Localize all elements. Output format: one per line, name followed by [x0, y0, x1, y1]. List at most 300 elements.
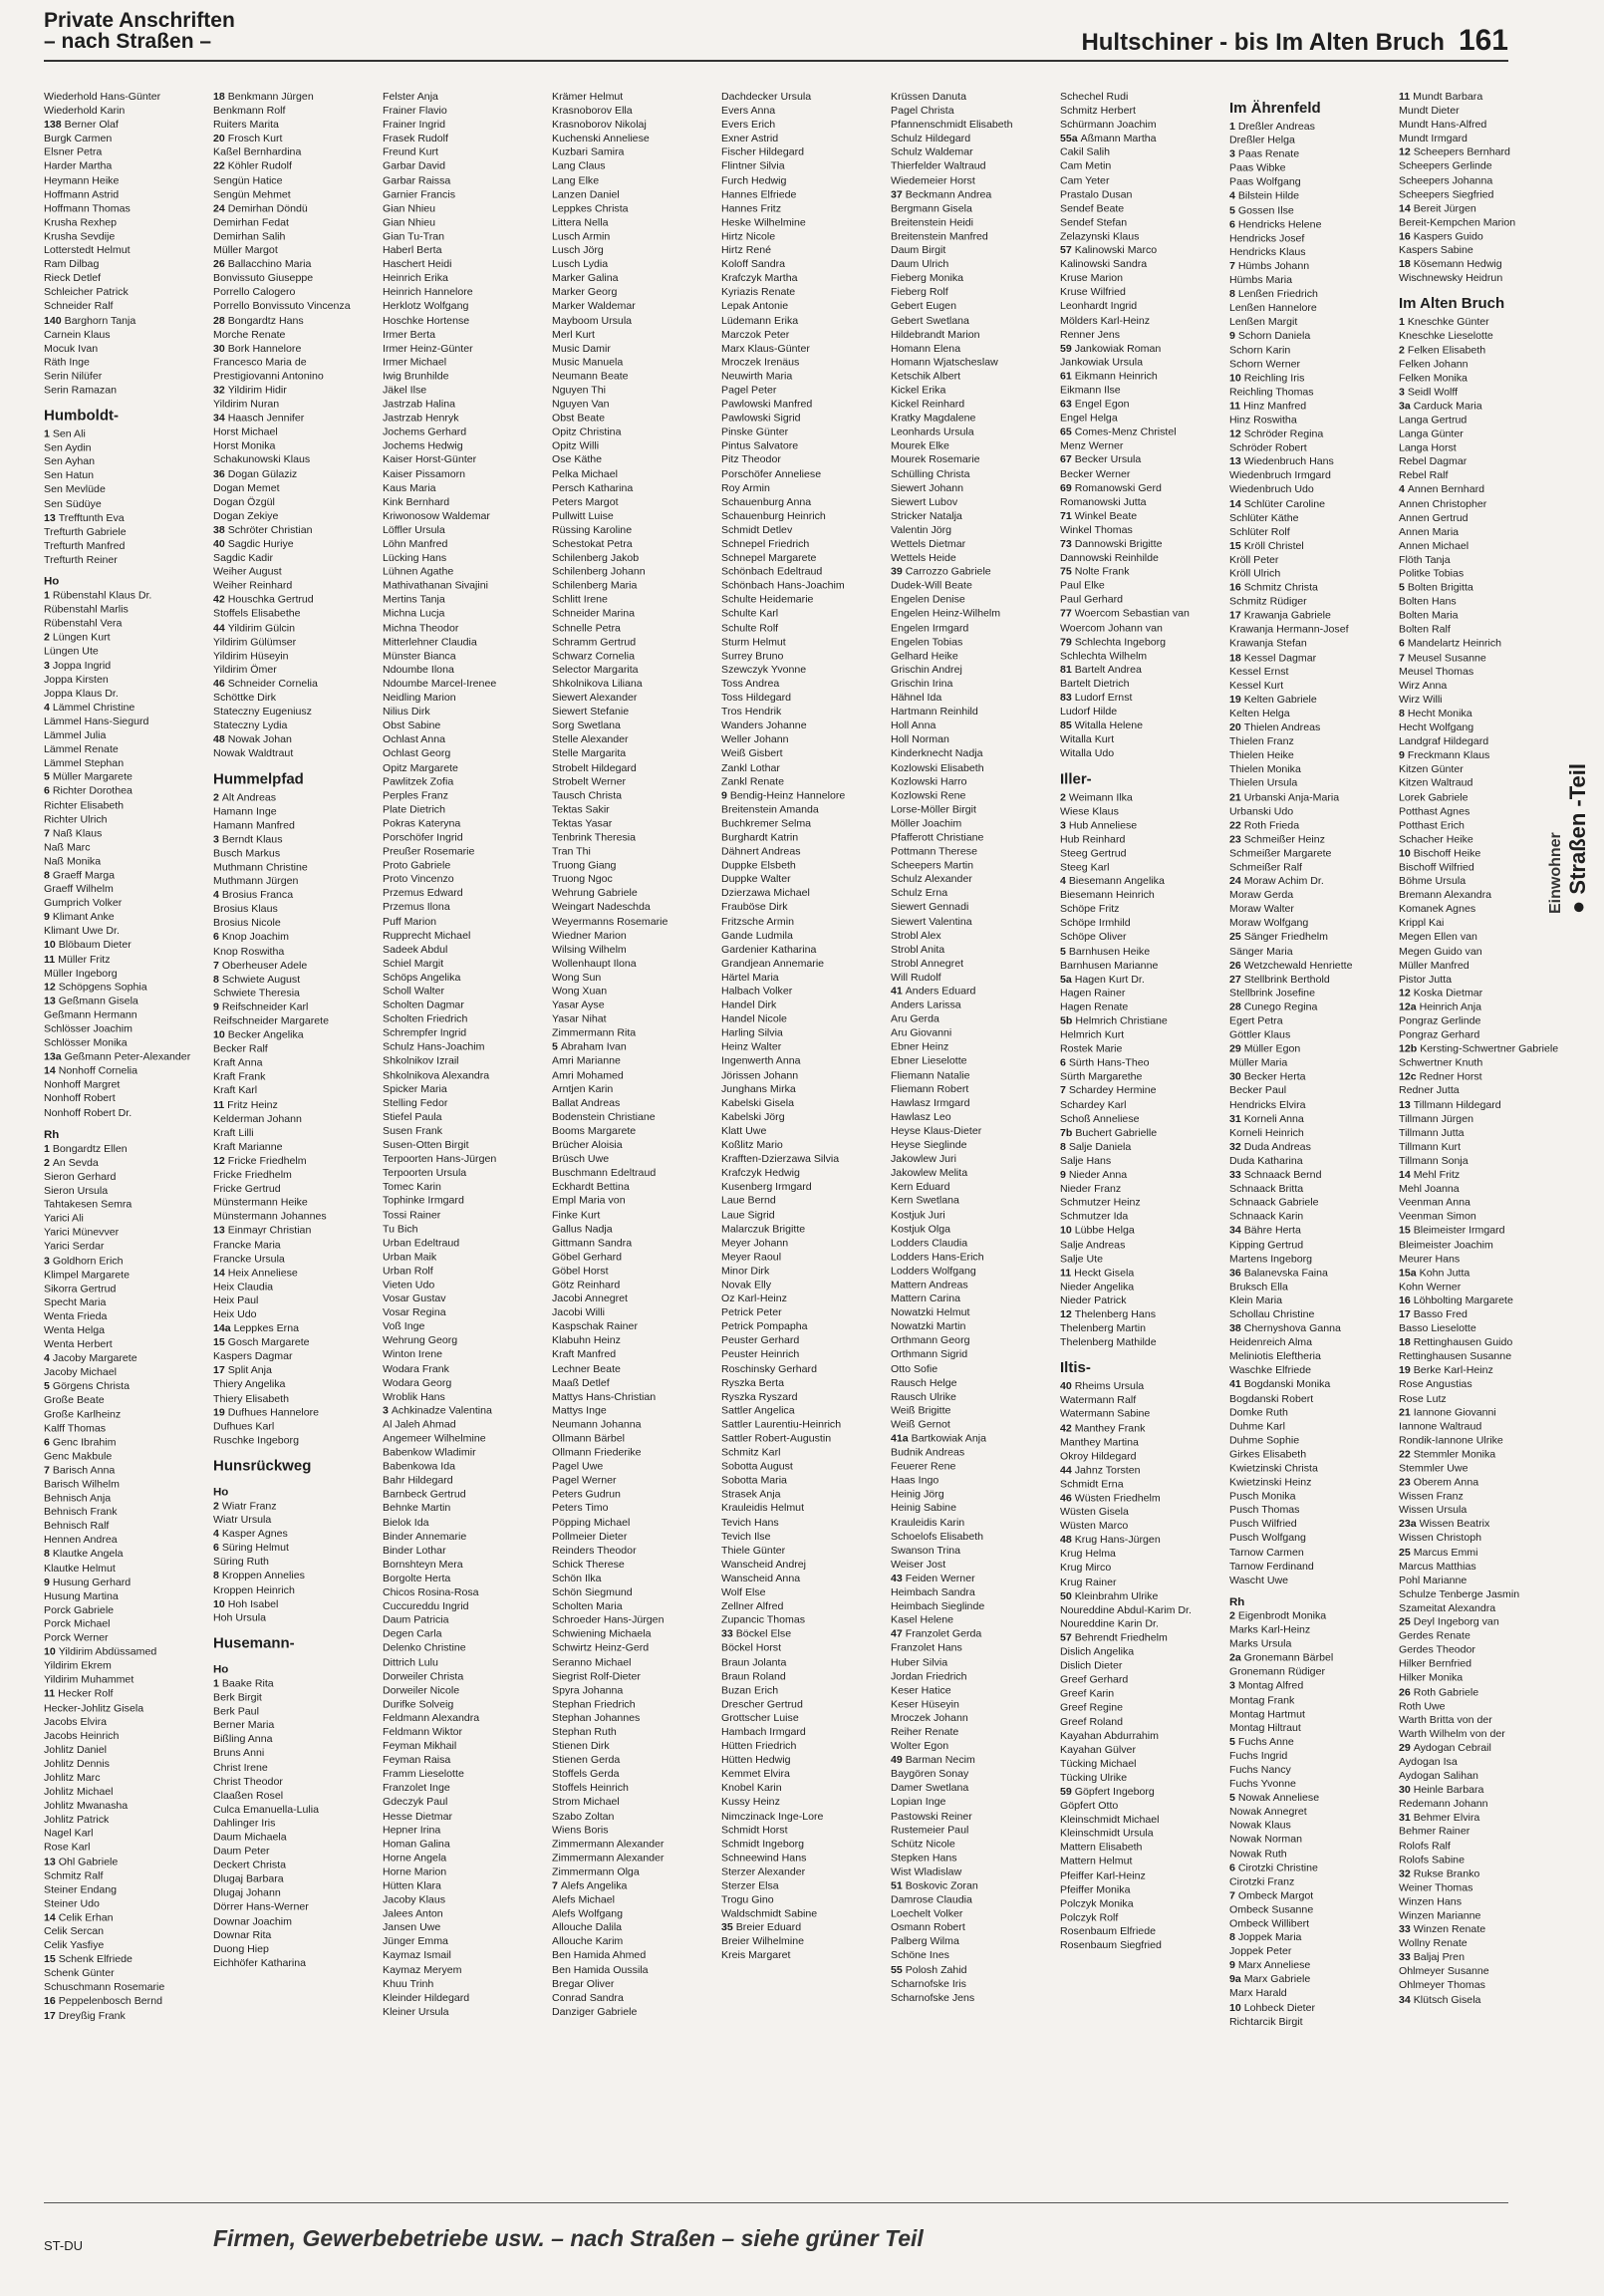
- resident-entry: [721, 159, 887, 173]
- resident-name: Husung Gerhard: [52, 1576, 132, 1588]
- resident-entry: [891, 760, 1056, 774]
- resident-entry: [1060, 1561, 1225, 1575]
- resident-name: Dogan Zekiye: [213, 509, 279, 522]
- resident-name: Split Anja: [227, 1364, 272, 1377]
- resident-name: Kreis Margaret: [721, 1949, 791, 1962]
- resident-entry: [721, 957, 887, 971]
- district-heading: Ho: [44, 575, 60, 588]
- resident-entry: [383, 1278, 548, 1292]
- resident-entry: [552, 1222, 717, 1236]
- resident-entry: [44, 1198, 209, 1212]
- resident-name: Horst Michael: [213, 426, 278, 438]
- resident-name: Schmeißer Margarete: [1229, 847, 1332, 860]
- resident-name: Hirtz René: [721, 244, 772, 257]
- resident-entry: [1229, 1791, 1395, 1805]
- resident-entry: [383, 607, 548, 621]
- resident-name: Ketschik Albert: [891, 370, 961, 383]
- resident-entry: [721, 985, 887, 999]
- resident-name: Brosius Klaus: [213, 903, 278, 916]
- resident-name: Hecker Rolf: [58, 1687, 114, 1700]
- resident-name: Stricker Natalja: [891, 509, 962, 522]
- house-number: 85: [1060, 719, 1075, 732]
- resident-entry: [891, 1530, 1056, 1544]
- resident-entry: [891, 732, 1056, 746]
- house-number: 5b: [1060, 1014, 1076, 1027]
- resident-name: Barnhusen Heike: [1068, 945, 1151, 958]
- resident-entry: [1229, 1028, 1395, 1042]
- resident-name: Jansen Uwe: [383, 1921, 441, 1934]
- resident-name: Stellbrink Josefine: [1229, 987, 1315, 1000]
- resident-entry: [1229, 1154, 1395, 1168]
- resident-entry: [891, 718, 1056, 732]
- resident-entry: [383, 1418, 548, 1432]
- resident-entry: [552, 663, 717, 677]
- resident-entry: [891, 1599, 1056, 1613]
- resident-entry: [1229, 1518, 1395, 1532]
- resident-name: Brücher Aloisia: [552, 1139, 623, 1151]
- resident-entry: [1229, 846, 1395, 860]
- resident-name: Schoelofs Elisabeth: [891, 1530, 984, 1543]
- resident-name: Richtarcik Birgit: [1229, 2015, 1303, 2028]
- resident-entry: [1060, 973, 1225, 987]
- resident-name: Ochlast Georg: [383, 747, 451, 760]
- resident-name: Löhbolting Margarete: [1413, 1294, 1513, 1307]
- resident-entry: [213, 90, 379, 104]
- resident-name: Hinz Manfred: [1243, 400, 1307, 413]
- resident-name: Sen Ali: [52, 428, 86, 440]
- resident-name: Pusch Monika: [1229, 1490, 1296, 1503]
- resident-entry: [891, 1418, 1056, 1432]
- resident-entry: [1060, 1056, 1225, 1070]
- resident-entry: [383, 1753, 548, 1767]
- resident-entry: [552, 426, 717, 439]
- resident-name: Kröll Peter: [1229, 553, 1279, 566]
- resident-entry: [383, 971, 548, 985]
- resident-name: Thierfelder Waltraud: [891, 160, 986, 173]
- resident-name: Moraw Wolfgang: [1229, 917, 1309, 930]
- resident-name: Bornshteyn Mera: [383, 1558, 463, 1571]
- resident-entry: [383, 663, 548, 677]
- resident-name: Kaßel Bernhardina: [213, 146, 302, 159]
- resident-entry: [1060, 243, 1225, 257]
- resident-name: Annen Maria: [1399, 525, 1460, 538]
- house-number: 8: [44, 1548, 53, 1561]
- resident-name: Jakowlew Juri: [891, 1153, 956, 1166]
- house-number: 49: [891, 1754, 906, 1767]
- resident-name: Gumprich Volker: [44, 897, 123, 910]
- resident-entry: [552, 285, 717, 299]
- resident-entry: [552, 173, 717, 187]
- resident-entry: [552, 593, 717, 607]
- resident-name: Gebert Eugen: [891, 300, 956, 313]
- resident-name: Strom Michael: [552, 1796, 620, 1809]
- resident-entry: [1399, 1126, 1564, 1140]
- resident-name: Wissen Franz: [1399, 1490, 1464, 1503]
- resident-entry: [1229, 1651, 1395, 1665]
- resident-name: Gronemann Rüdiger: [1229, 1665, 1325, 1678]
- resident-entry: [552, 915, 717, 929]
- resident-entry: [1399, 1532, 1564, 1546]
- resident-name: Schulte Heidemarie: [721, 593, 814, 606]
- resident-entry: [721, 1264, 887, 1278]
- resident-entry: [1399, 385, 1564, 399]
- house-number: 11: [44, 1687, 59, 1700]
- house-number: 6: [44, 785, 53, 798]
- resident-entry: [721, 1753, 887, 1767]
- resident-name: Schnepel Friedrich: [721, 537, 810, 550]
- house-number: 36: [213, 467, 228, 480]
- resident-entry: [1060, 1196, 1225, 1210]
- resident-name: Ludorf Hilde: [1060, 706, 1118, 718]
- resident-name: Trogu Gino: [721, 1893, 774, 1906]
- resident-entry: [1229, 734, 1395, 748]
- resident-name: Schulz Erna: [891, 887, 948, 900]
- resident-name: Durifke Solveig: [383, 1698, 454, 1711]
- resident-name: Weimann Ilka: [1068, 791, 1133, 804]
- resident-name: Bartelt Dietrich: [1060, 678, 1130, 691]
- resident-name: Schnepel Margarete: [721, 551, 817, 564]
- resident-entry: [1229, 1405, 1395, 1419]
- resident-name: Joppek Peter: [1229, 1945, 1292, 1958]
- resident-entry: [552, 229, 717, 243]
- resident-entry: [213, 1817, 379, 1831]
- resident-entry: [44, 118, 209, 132]
- resident-entry: [891, 1460, 1056, 1474]
- house-number: 2: [213, 791, 222, 804]
- resident-name: Sürth Margarethe: [1060, 1070, 1143, 1083]
- resident-entry: [213, 271, 379, 285]
- resident-entry: [1229, 2000, 1395, 2014]
- resident-entry: [721, 1446, 887, 1460]
- resident-entry: [383, 1110, 548, 1124]
- resident-name: Chicos Rosina-Rosa: [383, 1585, 479, 1598]
- resident-name: Kaspschak Rainer: [552, 1320, 638, 1333]
- resident-entry: [213, 173, 379, 187]
- directory-column: [721, 90, 887, 2192]
- resident-entry: [213, 1747, 379, 1761]
- resident-entry: [552, 621, 717, 635]
- resident-entry: [1060, 804, 1225, 818]
- resident-name: Kroppen Heinrich: [213, 1583, 295, 1596]
- house-number: 32: [1399, 1867, 1414, 1880]
- resident-name: Holl Anna: [891, 719, 936, 732]
- resident-entry: [891, 1739, 1056, 1753]
- resident-name: Schülling Christa: [891, 467, 970, 480]
- resident-name: Hoschke Hortense: [383, 314, 470, 327]
- resident-name: Pfeiffer Karl-Heinz: [1060, 1869, 1146, 1882]
- resident-name: Okroy Hildegard: [1060, 1450, 1137, 1463]
- resident-name: Domke Ruth: [1229, 1406, 1288, 1419]
- resident-name: Roy Armin: [721, 481, 770, 494]
- resident-entry: [552, 1292, 717, 1305]
- resident-name: Zankl Renate: [721, 775, 785, 788]
- resident-entry: [383, 426, 548, 439]
- resident-entry: [1399, 357, 1564, 371]
- resident-entry: [721, 341, 887, 355]
- resident-entry: [383, 1697, 548, 1711]
- resident-entry: [1399, 1587, 1564, 1601]
- resident-entry: [1399, 958, 1564, 972]
- resident-name: Scholten Friedrich: [383, 1012, 468, 1025]
- resident-name: Geßmann Peter-Alexander: [64, 1050, 191, 1063]
- resident-entry: [213, 1238, 379, 1252]
- resident-name: Roth Frieda: [1243, 819, 1300, 832]
- resident-name: Strobl Annegret: [891, 957, 964, 970]
- resident-name: Witalla Kurt: [1060, 733, 1115, 746]
- resident-name: Mundt Irmgard: [1399, 133, 1468, 145]
- resident-entry: [1060, 1617, 1225, 1631]
- house-number: 25: [1399, 1615, 1414, 1628]
- resident-entry: [1229, 1126, 1395, 1140]
- resident-entry: [721, 1641, 887, 1655]
- resident-entry: [891, 299, 1056, 313]
- resident-name: Hütten Klara: [383, 1879, 441, 1892]
- resident-name: Joppa Klaus Dr.: [44, 687, 119, 700]
- resident-entry: [213, 1042, 379, 1056]
- resident-entry: [721, 607, 887, 621]
- resident-entry: [891, 1138, 1056, 1152]
- resident-name: Waldschmidt Sabine: [721, 1907, 818, 1920]
- resident-name: Daum Birgit: [891, 244, 946, 257]
- house-number: 11: [213, 1098, 228, 1111]
- resident-name: Göbel Gerhard: [552, 1251, 623, 1264]
- resident-name: Korneli Heinrich: [1229, 1126, 1304, 1139]
- resident-entry: [1060, 902, 1225, 916]
- resident-name: Göpfert Otto: [1060, 1799, 1119, 1812]
- resident-entry: [383, 901, 548, 915]
- resident-entry: [1060, 313, 1225, 327]
- resident-name: Nieder Franz: [1060, 1182, 1122, 1195]
- resident-name: Heix Udo: [213, 1308, 257, 1321]
- house-number: 4: [1229, 189, 1238, 202]
- resident-entry: [1060, 1238, 1225, 1252]
- resident-entry: [1229, 1623, 1395, 1637]
- resident-name: Deyl Ingeborg van: [1413, 1615, 1499, 1628]
- resident-name: Tücking Michael: [1060, 1757, 1137, 1770]
- resident-entry: [891, 1474, 1056, 1488]
- resident-entry: [1060, 1463, 1225, 1477]
- resident-name: Dähnert Andreas: [721, 845, 801, 858]
- resident-name: Kleinschmidt Ursula: [1060, 1827, 1154, 1840]
- resident-name: Seranno Michael: [552, 1656, 632, 1668]
- resident-name: Lopian Inge: [891, 1796, 946, 1809]
- resident-name: Sänger Friedhelm: [1243, 931, 1328, 944]
- resident-name: Bodenstein Christiane: [552, 1110, 656, 1123]
- resident-name: Stephan Johannes: [552, 1712, 641, 1725]
- street-heading: Humboldt-: [44, 407, 119, 425]
- resident-name: Tenbrink Theresia: [552, 831, 637, 844]
- resident-name: Thelenberg Martin: [1060, 1322, 1146, 1335]
- resident-name: Schulte Rolf: [721, 622, 779, 634]
- resident-entry: [891, 1068, 1056, 1082]
- house-number: 10: [1060, 1225, 1075, 1237]
- directory-column: [552, 90, 717, 2192]
- resident-entry: [383, 370, 548, 384]
- resident-name: Celik Erhan: [58, 1911, 114, 1924]
- resident-entry: [383, 1082, 548, 1096]
- resident-name: Wiedemeier Horst: [891, 174, 975, 187]
- house-number: 4: [44, 701, 53, 714]
- resident-entry: [1229, 1749, 1395, 1763]
- resident-entry: [213, 370, 379, 384]
- resident-name: Felken Johann: [1399, 358, 1469, 371]
- house-number: 77: [1060, 608, 1075, 620]
- resident-entry: [44, 1715, 209, 1729]
- resident-entry: [44, 1799, 209, 1813]
- resident-name: Allouche Karim: [552, 1935, 624, 1948]
- resident-name: Malarczuk Brigitte: [721, 1223, 806, 1236]
- house-number: 7: [552, 1879, 561, 1892]
- resident-name: Nowak Annegret: [1229, 1806, 1307, 1819]
- house-number: 3: [1399, 386, 1408, 399]
- resident-entry: [213, 1028, 379, 1042]
- resident-name: Proto Gabriele: [383, 859, 451, 872]
- resident-name: Bielok Ida: [383, 1516, 429, 1529]
- resident-name: Trefftunth Eva: [58, 511, 125, 524]
- resident-name: Schnaack Britta: [1229, 1182, 1304, 1195]
- resident-name: Demirhan Salih: [213, 230, 286, 243]
- resident-name: Hannes Fritz: [721, 202, 782, 215]
- house-number: 20: [1229, 721, 1244, 733]
- resident-entry: [891, 1166, 1056, 1180]
- resident-entry: [213, 1789, 379, 1803]
- resident-entry: [1229, 175, 1395, 189]
- resident-entry: [891, 1152, 1056, 1166]
- resident-name: Peters Timo: [552, 1502, 609, 1515]
- resident-entry: [44, 1589, 209, 1603]
- resident-name: Palberg Wilma: [891, 1935, 959, 1948]
- resident-name: Michna Theodor: [383, 622, 459, 634]
- resident-name: Grischin Andrej: [891, 664, 962, 677]
- resident-name: Sengün Hatice: [213, 174, 283, 187]
- resident-name: Pollmeier Dieter: [552, 1530, 628, 1543]
- resident-name: Meusel Thomas: [1399, 665, 1474, 678]
- resident-entry: [552, 1432, 717, 1446]
- resident-name: Preußer Rosemarie: [383, 845, 475, 858]
- resident-name: Francke Ursula: [213, 1253, 285, 1266]
- resident-name: Francesco Maria de: [213, 356, 307, 369]
- resident-entry: [383, 635, 548, 649]
- resident-entry: [1229, 804, 1395, 818]
- resident-name: Lodders Hans-Erich: [891, 1251, 984, 1264]
- resident-name: Krug Helma: [1060, 1548, 1116, 1561]
- resident-name: Morche Renate: [213, 328, 286, 341]
- resident-entry: [1399, 1546, 1564, 1560]
- house-number: 33: [1229, 1168, 1244, 1181]
- house-number: 1: [213, 1677, 222, 1690]
- resident-entry: [213, 132, 379, 145]
- house-number: 14: [1229, 497, 1244, 510]
- resident-name: Lechner Beate: [552, 1362, 621, 1375]
- house-number: 11: [44, 953, 59, 966]
- resident-name: Behmer Rainer: [1399, 1826, 1470, 1839]
- resident-name: Manthey Martina: [1060, 1436, 1139, 1449]
- resident-entry: [1060, 1126, 1225, 1140]
- resident-entry: [1229, 1098, 1395, 1112]
- resident-name: Franzolet Hans: [891, 1642, 962, 1654]
- resident-entry: [383, 1404, 548, 1418]
- resident-name: Claaßen Rosel: [213, 1789, 284, 1802]
- resident-name: Gronemann Bärbel: [1243, 1651, 1334, 1664]
- resident-name: Wanders Johanne: [721, 719, 807, 732]
- house-number: 44: [213, 622, 228, 634]
- street-heading: Iller-: [1060, 770, 1092, 788]
- resident-name: Balanevska Faina: [1243, 1267, 1328, 1280]
- resident-entry: [1229, 1847, 1395, 1861]
- resident-name: Sagdic Kadir: [213, 551, 274, 564]
- house-number: 1: [1399, 316, 1408, 329]
- footer-note: Firmen, Gewerbebetriebe usw. – nach Straßen – siehe grüner Teil: [213, 2225, 924, 2251]
- resident-entry: [213, 1363, 379, 1377]
- resident-name: Kraft Manfred: [552, 1348, 617, 1361]
- resident-entry: [44, 229, 209, 243]
- resident-entry: [383, 285, 548, 299]
- resident-entry: [1060, 1084, 1225, 1098]
- resident-entry: [1229, 315, 1395, 329]
- resident-name: Brüsch Uwe: [552, 1153, 610, 1166]
- resident-name: Hütten Hedwig: [721, 1754, 791, 1767]
- resident-entry: [213, 1541, 379, 1555]
- resident-name: Stiefel Paula: [383, 1110, 442, 1123]
- resident-entry: [44, 553, 209, 567]
- house-number: 10: [213, 1028, 228, 1041]
- resident-name: Duda Katharina: [1229, 1154, 1303, 1167]
- house-number: 17: [213, 1364, 228, 1377]
- resident-name: Breier Wilhelmine: [721, 1935, 805, 1948]
- resident-entry: [1399, 90, 1564, 104]
- street-heading: Im Alten Bruch: [1399, 295, 1505, 313]
- resident-entry: [1060, 453, 1225, 467]
- resident-name: Prestigiovanni Antonino: [213, 370, 324, 383]
- resident-name: Schwirtz Heinz-Gerd: [552, 1642, 650, 1654]
- resident-entry: [721, 677, 887, 691]
- resident-entry: [721, 691, 887, 705]
- resident-name: Kelten Helga: [1229, 707, 1290, 719]
- resident-name: Music Manuela: [552, 356, 624, 369]
- resident-entry: [891, 384, 1056, 398]
- resident-name: Halbach Volker: [721, 985, 793, 998]
- resident-name: Gian Nhieu: [383, 216, 435, 229]
- resident-entry: [383, 1991, 548, 2005]
- resident-name: Winzen Hans: [1399, 1895, 1462, 1908]
- resident-name: Gallus Nadja: [552, 1223, 613, 1236]
- resident-entry: [383, 802, 548, 816]
- resident-name: Rondik-Iannone Ulrike: [1399, 1434, 1503, 1447]
- resident-name: Rheims Ursula: [1074, 1380, 1145, 1393]
- resident-name: Hinz Roswitha: [1229, 414, 1297, 427]
- resident-entry: [1060, 832, 1225, 846]
- resident-name: Meyer Raoul: [721, 1251, 782, 1264]
- resident-entry: [1229, 231, 1395, 245]
- resident-entry: [44, 1645, 209, 1659]
- resident-name: Osmann Robert: [891, 1921, 965, 1934]
- resident-name: Marczok Peter: [721, 328, 790, 341]
- resident-entry: [44, 201, 209, 215]
- resident-entry: [891, 649, 1056, 663]
- resident-name: Krawanja Stefan: [1229, 637, 1307, 650]
- resident-entry: [1060, 229, 1225, 243]
- resident-name: Müller Manfred: [1399, 959, 1470, 972]
- resident-name: Schiel Margit: [383, 957, 444, 970]
- resident-entry: [44, 356, 209, 370]
- house-number: 15: [1229, 539, 1244, 552]
- resident-entry: [1060, 1182, 1225, 1196]
- resident-entry: [1399, 1908, 1564, 1922]
- resident-entry: [383, 439, 548, 453]
- resident-entry: [1060, 1519, 1225, 1533]
- resident-entry: [1399, 1321, 1564, 1335]
- resident-name: Geßmann Gisela: [58, 995, 138, 1007]
